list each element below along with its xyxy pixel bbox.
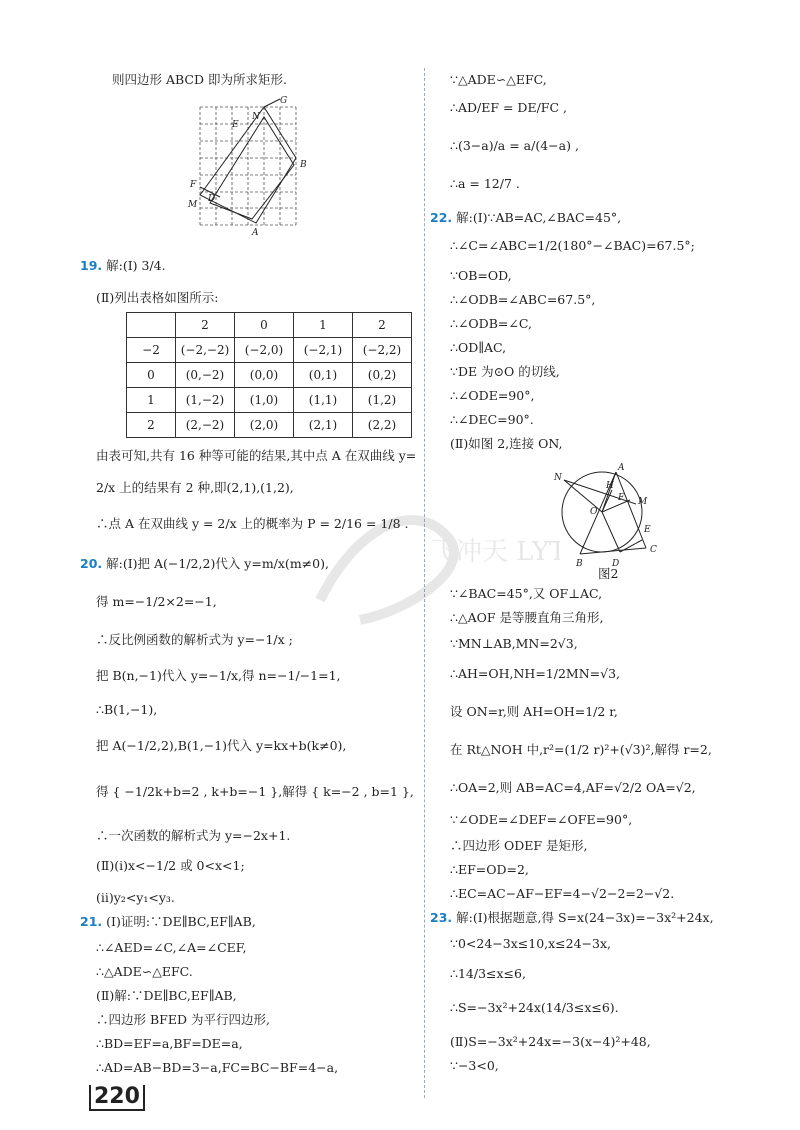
table-row	[127, 413, 412, 438]
table-cell: 2	[353, 313, 412, 338]
text-line: ∴△AOF 是等腰直角三角形,	[450, 610, 604, 625]
text-line: 由表可知,共有 16 种等可能的结果,其中点 A 在双曲线 y=	[96, 448, 417, 463]
label-B: B	[576, 559, 583, 569]
table-cell: (2,1)	[294, 413, 353, 438]
figure-circle	[550, 460, 670, 580]
q23-line	[430, 910, 714, 926]
text-line: ∵DE 为⊙O 的切线,	[450, 364, 560, 379]
text-line: ∵−3<0,	[450, 1058, 499, 1073]
q19-line	[80, 258, 166, 274]
text-line: ∴反比例函数的解析式为 y=−1/x ;	[96, 632, 293, 647]
page-number: 220	[89, 1085, 145, 1111]
table-cell: (−2,−2)	[176, 338, 235, 363]
text-line: 把 A(−1/2,2),B(1,−1)代入 y=kx+b(k≠0),	[96, 738, 347, 753]
table-cell	[127, 313, 176, 338]
text-line: ∴AD/EF = DE/FC ,	[450, 100, 567, 115]
label-A: A	[252, 228, 259, 235]
text-line: ∵OB=OD,	[450, 268, 512, 283]
label-D: D	[208, 194, 216, 204]
q21-a: (Ⅰ)证明:∵DE∥BC,EF∥AB,	[106, 914, 256, 929]
label-O: O	[590, 507, 598, 517]
text-line: (Ⅱ)S=−3x²+24x=−3(x−4)²+48,	[450, 1034, 651, 1049]
text-line: (Ⅱ)列出表格如图所示:	[96, 290, 219, 305]
probability-table	[126, 312, 412, 438]
q23-a: 解:(Ⅰ)根据题意,得 S=x(24−3x)=−3x²+24x,	[456, 910, 714, 925]
text-line: ∴∠DEC=90°.	[450, 412, 534, 427]
text-line: ∵MN⊥AB,MN=2√3,	[450, 636, 578, 651]
table-row	[127, 313, 412, 338]
text-line: ∴△ADE∽△EFC.	[96, 964, 193, 979]
text-line: ∴BD=EF=a,BF=DE=a,	[96, 1036, 243, 1051]
figure-caption: 图2	[598, 566, 619, 581]
table-cell: 2	[176, 313, 235, 338]
text-line: ∵0<24−3x≤10,x≤24−3x,	[450, 936, 611, 951]
text-line: ∴∠ODB=∠C,	[450, 316, 532, 331]
q22-a: 解:(Ⅰ)∵AB=AC,∠BAC=45°,	[456, 210, 622, 225]
text-line: 设 ON=r,则 AH=OH=1/2 r,	[450, 704, 618, 719]
label-M: M	[638, 497, 648, 507]
label-N: N	[252, 112, 260, 122]
text-line: ∴∠ODB=∠ABC=67.5°,	[450, 292, 596, 307]
q20-a: 解:(Ⅰ)把 A(−1/2,2)代入 y=m/x(m≠0),	[106, 556, 329, 571]
text-line: 2/x 上的结果有 2 种,即(2,1),(1,2),	[96, 480, 294, 495]
text-line: (Ⅱ)如图 2,连接 ON,	[450, 436, 563, 451]
text-line: ∴一次函数的解析式为 y=−2x+1.	[96, 828, 291, 843]
table-cell: 1	[127, 388, 176, 413]
text-line: ∴∠C=∠ABC=1/2(180°−∠BAC)=67.5°;	[450, 238, 695, 253]
table-row	[127, 388, 412, 413]
q20-line	[80, 556, 329, 572]
question-number: 23.	[430, 910, 453, 925]
table-cell: (1,−2)	[176, 388, 235, 413]
text-line: ∴点 A 在双曲线 y = 2/x 上的概率为 P = 2/16 = 1/8 .	[96, 516, 409, 531]
text-line: ∴(3−a)/a = a/(4−a) ,	[450, 138, 579, 153]
text-line: ∵△ADE∽△EFC,	[450, 72, 547, 87]
text-line: 在 Rt△NOH 中,r²=(1/2 r)²+(√3)²,解得 r=2,	[450, 742, 712, 757]
question-number: 20.	[80, 556, 103, 571]
table-cell: (1,0)	[235, 388, 294, 413]
q19-a: 解:(Ⅰ) 3/4.	[106, 258, 166, 273]
text-line: ∴∠AED=∠C,∠A=∠CEF,	[96, 940, 247, 955]
label-N: N	[554, 473, 562, 483]
label-G: G	[280, 96, 288, 106]
text-line: ∵∠ODE=∠DEF=∠OFE=90°,	[450, 812, 633, 827]
q22-line	[430, 210, 621, 226]
figure-grid-rectangle	[180, 95, 320, 235]
table-cell: (1,1)	[294, 388, 353, 413]
text-line: ∴∠ODE=90°,	[450, 388, 535, 403]
watermark-logo	[300, 480, 560, 640]
table-cell: 2	[127, 413, 176, 438]
table-row	[127, 363, 412, 388]
label-H: H	[606, 481, 614, 491]
text-line: ∴S=−3x²+24x(14/3≤x≤6).	[450, 1000, 619, 1015]
text-line: (Ⅱ)解:∵DE∥BC,EF∥AB,	[96, 988, 237, 1003]
watermark-text: 飞冲天 LYT	[430, 537, 560, 567]
text-line: 把 B(n,−1)代入 y=−1/x,得 n=−1/−1=1,	[96, 668, 341, 683]
text-line: 则四边形 ABCD 即为所求矩形.	[112, 72, 287, 87]
table-cell: (−2,1)	[294, 338, 353, 363]
text-line: ∴14/3≤x≤6,	[450, 966, 526, 981]
table-cell: (−2,0)	[235, 338, 294, 363]
text-line: ∴B(1,−1),	[96, 702, 158, 717]
table-cell: (0,0)	[235, 363, 294, 388]
text-line: 得 { −1/2k+b=2 , k+b=−1 },解得 { k=−2 , b=1 },	[96, 784, 414, 799]
text-line: (Ⅱ)(ⅰ)x<−1/2 或 0<x<1;	[96, 858, 245, 873]
text-line: ∴OD∥AC,	[450, 340, 507, 355]
text-line: ∴四边形 BFED 为平行四边形,	[96, 1012, 270, 1027]
text-line: ∴AD=AB−BD=3−a,FC=BC−BF=4−a,	[96, 1060, 339, 1075]
text-line: ∴AH=OH,NH=1/2MN=√3,	[450, 666, 621, 681]
label-F: F	[618, 493, 625, 503]
text-line: (ⅱ)y₂<y₁<y₃.	[96, 890, 175, 905]
table-row	[127, 338, 412, 363]
table-cell: (2,0)	[235, 413, 294, 438]
question-number: 19.	[80, 258, 103, 273]
label-C: C	[650, 545, 657, 555]
text-line: 得 m=−1/2×2=−1,	[96, 594, 217, 609]
text-line: ∴OA=2,则 AB=AC=4,AF=√2/2 OA=√2,	[450, 780, 696, 795]
label-M: M	[188, 200, 198, 210]
table-cell: 0	[127, 363, 176, 388]
text-line: ∵∠BAC=45°,又 OF⊥AC,	[450, 586, 603, 601]
text-line: ∴四边形 ODEF 是矩形,	[450, 838, 588, 853]
label-D: D	[612, 559, 620, 569]
text-line: ∴EC=AC−AF−EF=4−√2−2=2−√2.	[450, 886, 675, 901]
table-cell: (1,2)	[353, 388, 412, 413]
text-line: ∴EF=OD=2,	[450, 862, 529, 877]
table-cell: (0,1)	[294, 363, 353, 388]
q21-line	[80, 914, 256, 930]
label-F: F	[190, 180, 197, 190]
question-number: 21.	[80, 914, 103, 929]
table-cell: (−2,2)	[353, 338, 412, 363]
table-cell: −2	[127, 338, 176, 363]
table-cell: 0	[235, 313, 294, 338]
table-cell: (2,−2)	[176, 413, 235, 438]
text-line: ∴a = 12/7 .	[450, 176, 520, 191]
watermark	[300, 480, 560, 644]
label-B: B	[300, 160, 307, 170]
label-E: E	[644, 525, 651, 535]
table-cell: (0,−2)	[176, 363, 235, 388]
table-cell: (0,2)	[353, 363, 412, 388]
question-number: 22.	[430, 210, 453, 225]
label-E: E	[232, 120, 239, 130]
label-A: A	[618, 463, 625, 473]
table-cell: (2,2)	[353, 413, 412, 438]
table-cell: 1	[294, 313, 353, 338]
